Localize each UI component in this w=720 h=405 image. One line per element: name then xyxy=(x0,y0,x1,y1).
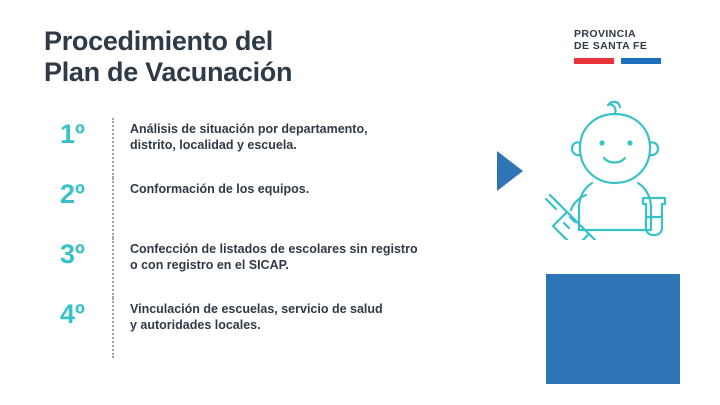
step-divider xyxy=(112,298,114,358)
step-text xyxy=(130,178,309,197)
step-divider xyxy=(112,238,114,298)
logo-bars xyxy=(574,58,684,64)
step-text-line-1: Confección de listados de escolares sin registro xyxy=(130,242,418,256)
list-item xyxy=(60,238,480,298)
provincia-logo xyxy=(574,28,684,64)
logo-text-line-2: DE SANTA FE xyxy=(574,40,648,52)
step-number: 4º xyxy=(60,299,85,329)
page-title xyxy=(44,26,292,88)
step-number: 2º xyxy=(60,179,85,209)
logo-bar-red xyxy=(574,58,614,64)
step-divider xyxy=(112,118,114,178)
step-text-line-2: distrito, localidad y escuela. xyxy=(130,138,297,152)
step-number: 3º xyxy=(60,239,85,269)
steps-list xyxy=(60,118,480,358)
step-text-line-2: o con registro en el SICAP. xyxy=(130,258,289,272)
decorative-blue-block xyxy=(546,274,680,384)
step-text-line-1: Conformación de los equipos. xyxy=(130,182,310,196)
step-text xyxy=(130,298,383,333)
list-item xyxy=(60,118,480,178)
logo-bar-blue xyxy=(621,58,661,64)
step-text-line-1: Análisis de situación por departamento, xyxy=(130,122,368,136)
step-text xyxy=(130,238,418,273)
step-text xyxy=(130,118,368,153)
step-divider xyxy=(112,178,114,238)
page-title-line-1: Procedimiento del xyxy=(44,26,273,56)
page-title-line-2: Plan de Vacunación xyxy=(44,57,293,87)
step-text-line-2: y autoridades locales. xyxy=(130,318,261,332)
list-item xyxy=(60,178,480,238)
logo-text-line-1: PROVINCIA xyxy=(574,28,636,40)
step-text-line-1: Vinculación de escuelas, servicio de salud xyxy=(130,302,383,316)
baby-syringe-vaccine-illustration xyxy=(520,95,680,240)
list-item xyxy=(60,298,480,358)
step-number: 1º xyxy=(60,119,85,149)
